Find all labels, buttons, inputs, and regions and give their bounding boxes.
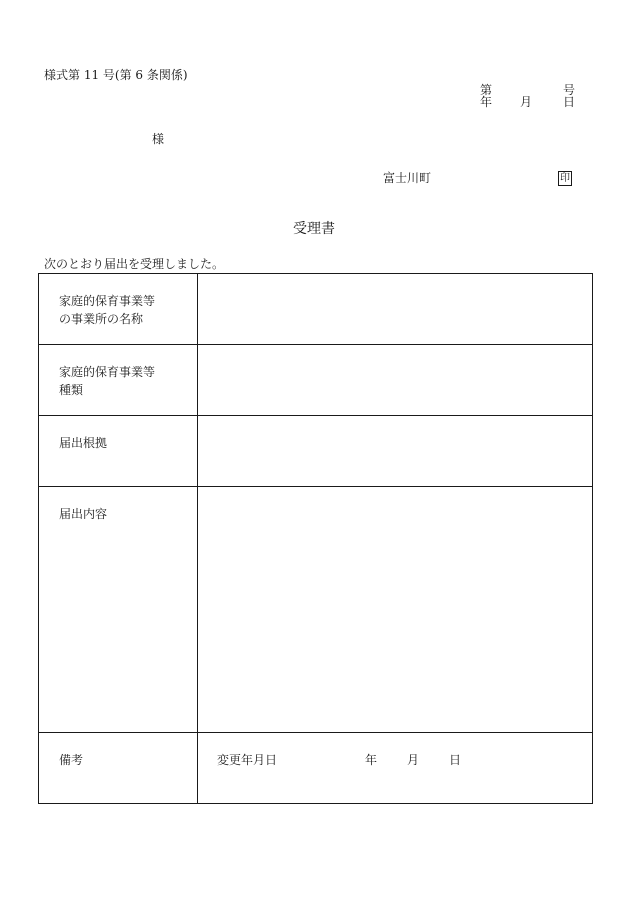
row-label-cell (39, 345, 198, 416)
date-year-label: 年 (480, 95, 493, 109)
row-label-line: 届出根拠 (59, 436, 108, 450)
row-label-line: の事業所の名称 (59, 312, 144, 326)
doc-number-prefix: 第 (480, 83, 493, 97)
date-month-label: 月 (520, 95, 533, 109)
change-date-year: 年 (365, 753, 378, 767)
row-value-cell[interactable] (198, 416, 593, 487)
row-label-line: 備考 (59, 753, 84, 767)
row-value-cell[interactable] (198, 487, 593, 733)
row-value-cell[interactable] (198, 274, 593, 345)
row-label-line: 種類 (59, 383, 84, 397)
table-row-business-type (39, 345, 593, 416)
document-title: 受理書 (293, 221, 335, 237)
form-number: 様式第 11 号(第 6 条関係) (44, 68, 188, 82)
date-day-label: 日 (563, 95, 576, 109)
table-row-notification-content (39, 487, 593, 733)
doc-number-suffix: 号 (563, 83, 576, 97)
row-value-cell[interactable] (198, 345, 593, 416)
recipient-suffix: 様 (152, 132, 165, 146)
row-label-line: 家庭的保育事業等 (59, 365, 156, 379)
table-row-facility-name (39, 274, 593, 345)
seal-stamp: 印 (560, 173, 570, 184)
change-date-day: 日 (449, 753, 462, 767)
issuer-name: 富士川町 (383, 171, 432, 185)
change-date-month: 月 (407, 753, 420, 767)
table-row-remarks (39, 733, 593, 804)
intro-text: 次のとおり届出を受理しました。 (44, 257, 225, 271)
remarks-value-cell[interactable] (198, 733, 593, 804)
row-label-line: 届出内容 (59, 507, 108, 521)
acceptance-form-table (38, 273, 593, 804)
table-row-notification-basis (39, 416, 593, 487)
change-date-line (198, 733, 592, 766)
row-label-line: 家庭的保育事業等 (59, 294, 156, 308)
row-label-cell (39, 274, 198, 345)
row-label-cell (39, 733, 198, 804)
row-label-cell (39, 487, 198, 733)
row-label-cell (39, 416, 198, 487)
change-date-label: 変更年月日 (217, 753, 278, 767)
